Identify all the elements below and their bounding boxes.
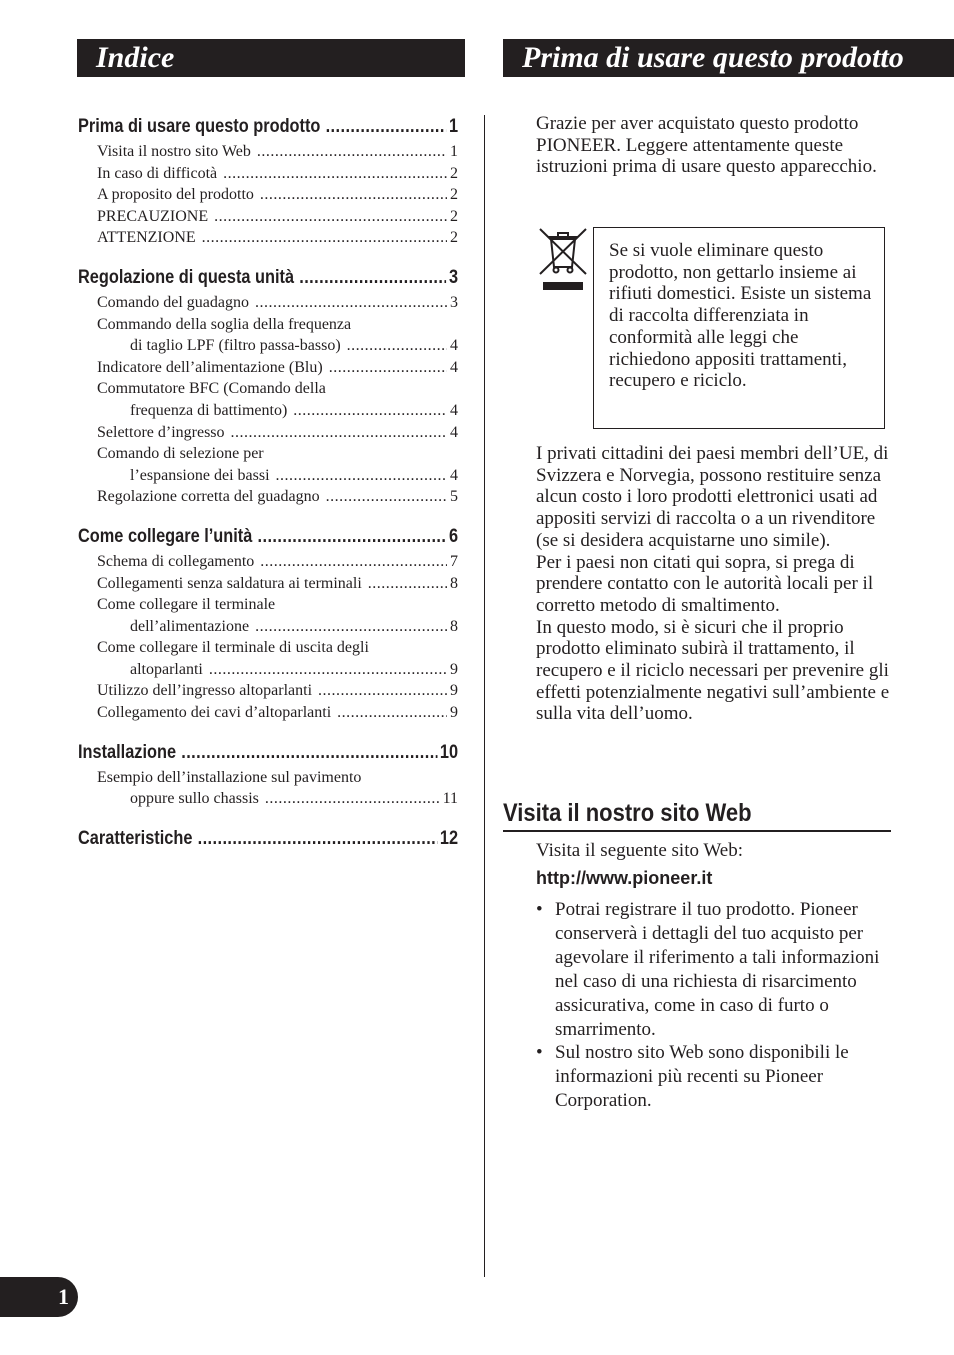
web-bullet-list [536, 898, 892, 1113]
list-item: • Sul nostro sito Web sono disponibili le informazioni più recenti su Pioneer Corporation. [536, 1042, 849, 1112]
recycling-paragraph: Per i paesi non citati qui sopra, si prega di prendere contatto con le autorità locali per il corretto metodo di smaltimento. [536, 551, 874, 616]
toc-entry[interactable]: Schema di collegamento ..... 7 [78, 551, 458, 573]
toc-section-1 [78, 113, 458, 249]
website-link[interactable]: http://www.pioneer.it [536, 868, 713, 888]
list-item: • Potrai registrare il tuo prodotto. Pioneer conserverà i dettagli del tuo acquisto per agevolare il riferimento a tali informazioni nel caso di una richiesta di risarcimento assicurativa, come in caso di furto o smarrimento. [536, 899, 880, 1040]
bullet-icon: • [536, 1042, 543, 1064]
toc-entry[interactable]: Come collegare il terminale di uscita degli altoparlanti ..... 9 [78, 637, 458, 680]
recycling-paragraph: I privati cittadini dei paesi membri dell’UE, di Svizzera e Norvegia, possono restituire senza alcun costo i loro prodotti elettronici usati ad appositi servizi di raccolta o a un rivenditore (se si desidera acquistarne uno simile). [536, 443, 889, 551]
recycling-paragraph: In questo modo, si è sicuri che il proprio prodotto eliminato subirà il trattamento, il recupero e il riciclo necessari per prevenire gli effetti potenzialmente negativi sull’ambiente e sulla vita dell’uomo. [536, 616, 890, 725]
bullet-icon: • [536, 899, 543, 920]
disposal-notice [593, 227, 885, 429]
toc-entry[interactable]: Collegamento dei cavi d’altoparlanti ..... 9 [78, 702, 458, 724]
toc-heading[interactable]: Regolazione di questa unità ..... 3 [78, 264, 458, 290]
toc-entry[interactable]: Collegamenti senza saldatura ai terminali ..... 8 [78, 573, 458, 595]
toc-section-2 [78, 264, 458, 508]
intro-paragraph: Grazie per aver acquistato questo prodotto PIONEER. Leggere attentamente queste istruzioni prima di usare questo apparecchio. [536, 113, 877, 178]
toc-entry[interactable]: Commando della soglia della frequenza di taglio LPF (filtro passa-basso) ..... 4 [78, 314, 458, 357]
table-of-contents [78, 113, 458, 866]
toc-section-4 [78, 739, 458, 810]
toc-section-3 [78, 523, 458, 724]
crossed-out-wheelie-bin-icon [537, 226, 589, 292]
toc-entry[interactable]: Visita il nostro sito Web ..... 1 [78, 141, 458, 163]
toc-heading[interactable]: Caratteristiche ..... 12 [78, 825, 458, 851]
toc-entry[interactable]: PRECAUZIONE ..... 2 [78, 206, 458, 228]
toc-heading[interactable]: Installazione ..... 10 [78, 739, 458, 765]
toc-entry[interactable]: Utilizzo dell’ingresso altoparlanti ..... 9 [78, 680, 458, 702]
toc-entry[interactable]: Commutatore BFC (Comando della frequenza di battimento) ..... 4 [78, 378, 458, 421]
toc-heading[interactable]: Prima di usare questo prodotto ..... 1 [78, 113, 458, 139]
section-banner: Prima di usare questo prodotto [503, 39, 954, 77]
recycling-text [536, 443, 892, 725]
toc-entry[interactable]: Esempio dell’installazione sul pavimento oppure sullo chassis ..... 11 [78, 767, 458, 810]
page-number: 1 [0, 1277, 78, 1317]
toc-entry[interactable]: Comando del guadagno ..... 3 [78, 292, 458, 314]
toc-entry[interactable]: A proposito del prodotto ..... 2 [78, 184, 458, 206]
toc-entry[interactable]: Comando di selezione per l’espansione dei bassi ..... 4 [78, 443, 458, 486]
disposal-notice-text: Se si vuole eliminare questo prodotto, non gettarlo insieme ai rifiuti domestici. Esiste un sistema di raccolta differenziata in conformità alle leggi che richiedono appositi trattamenti, recupero e riciclo. [609, 240, 872, 392]
toc-entry[interactable]: Regolazione corretta del guadagno ..... 5 [78, 486, 458, 508]
toc-entry[interactable]: In caso di difficotà ..... 2 [78, 163, 458, 185]
toc-entry[interactable]: ATTENZIONE ..... 2 [78, 227, 458, 249]
toc-entry[interactable]: Indicatore dell’alimentazione (Blu) ..... 4 [78, 357, 458, 379]
web-visit-text: Visita il seguente sito Web: [536, 840, 744, 861]
toc-entry[interactable]: Come collegare il terminale dell’alimentazione ..... 8 [78, 594, 458, 637]
section-heading: Visita il nostro sito Web [503, 798, 891, 832]
toc-heading[interactable]: Come collegare l’unità ..... 6 [78, 523, 458, 549]
column-divider [484, 115, 485, 1277]
toc-section-5 [78, 825, 458, 851]
toc-banner: Indice [77, 39, 465, 77]
toc-entry[interactable]: Selettore d’ingresso ..... 4 [78, 422, 458, 444]
